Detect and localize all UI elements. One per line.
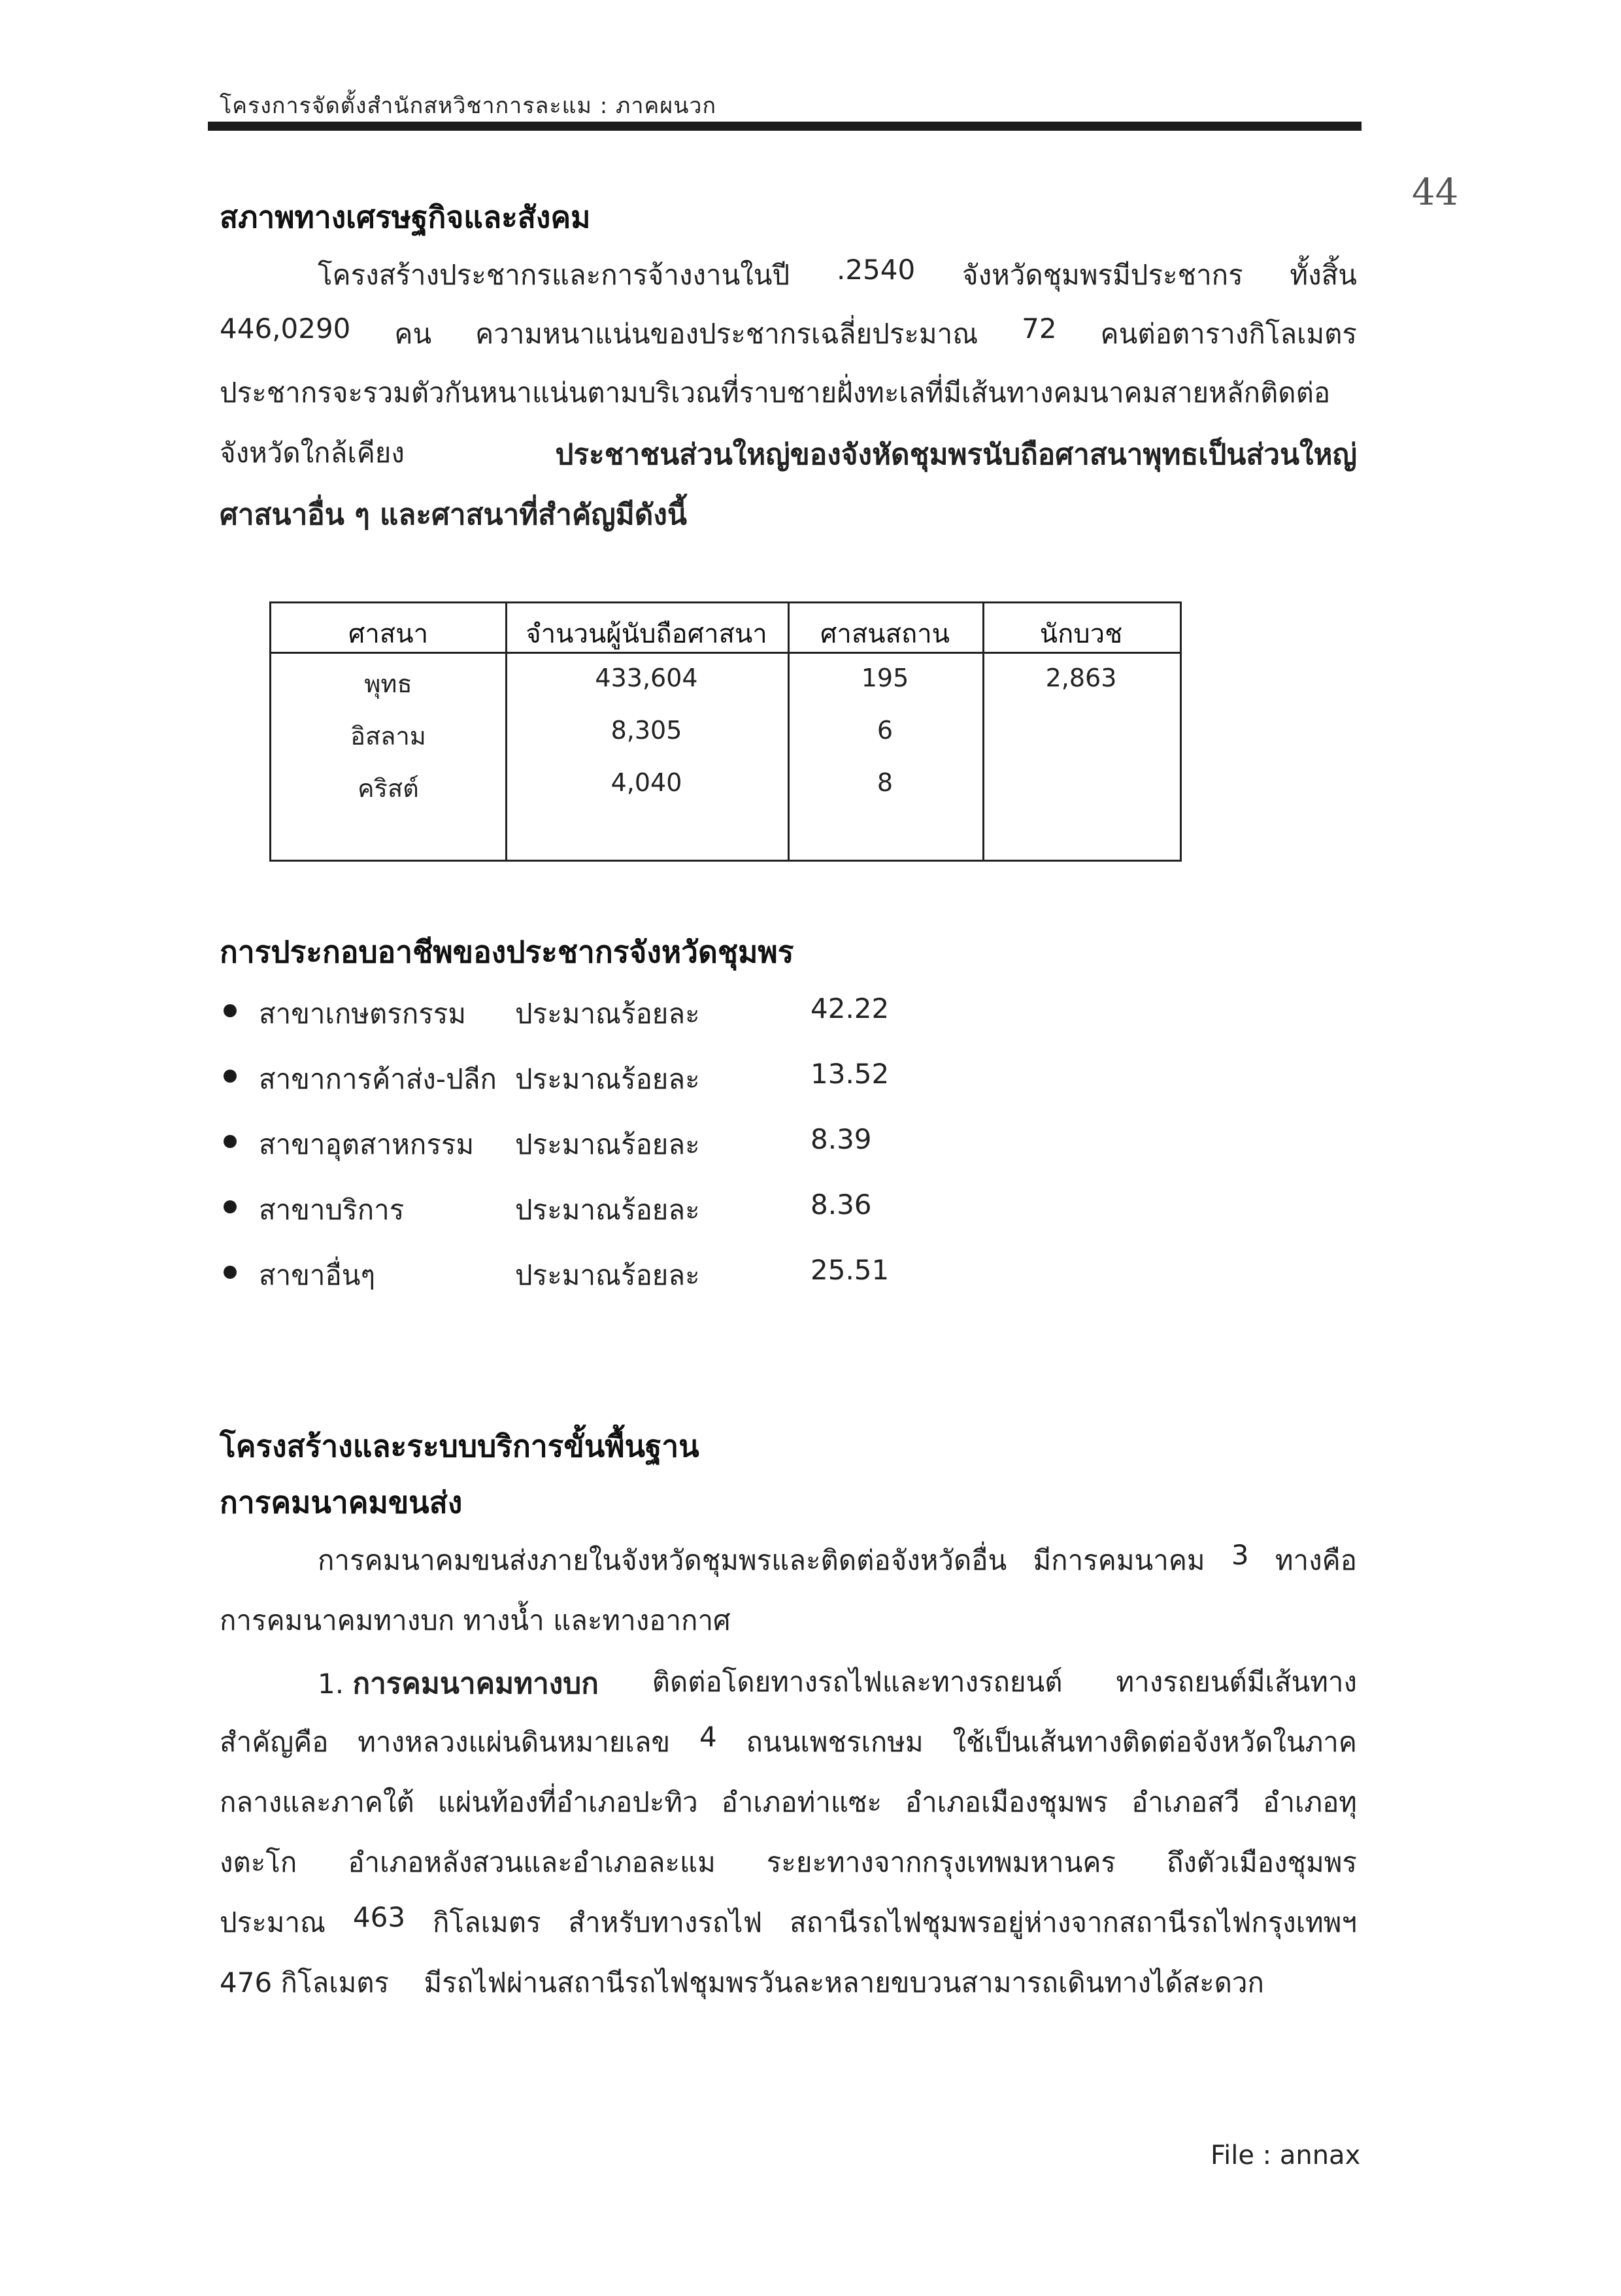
paragraph-line — [220, 1781, 1357, 1824]
bullet-icon — [224, 1070, 237, 1083]
text-span: จังหวัดชุมพรมีประชากร — [962, 259, 1243, 291]
text-span: มีการคมนาคม — [1033, 1544, 1205, 1576]
paragraph-line — [220, 312, 1357, 356]
file-label: File : annax — [1211, 2140, 1361, 2170]
table-cell: อิสลาม — [350, 722, 426, 751]
text-span: 3 — [1231, 1539, 1249, 1571]
occupation-value: 25.51 — [811, 1254, 890, 1286]
text-span: ประมาณ — [220, 1906, 326, 1938]
text-span: ทางคือ — [1275, 1544, 1357, 1576]
occupation-value: 8.36 — [811, 1189, 872, 1221]
paragraph-line — [220, 1721, 1357, 1764]
table-cell: 6 — [877, 716, 894, 745]
text-span: งตะโก — [220, 1846, 297, 1878]
item-number: 1. — [318, 1668, 344, 1700]
table-cell: 8,305 — [610, 716, 682, 745]
occupation-approx: ประมาณร้อยละ — [515, 1194, 700, 1226]
paragraph-line — [318, 1661, 1357, 1706]
paragraph-line: 476 กิโลเมตร มีรถไฟผ่านสถานีรถไฟชุมพรวันละหลายขบวนสามารถเดินทางได้สะดวก — [220, 1967, 1264, 1999]
text-span: 446,0290 — [220, 312, 351, 345]
text-span: ใช้เป็นเส้นทางติดต่อจังหวัดในภาค — [952, 1726, 1357, 1758]
occupation-label: สาขาบริการ — [259, 1194, 405, 1226]
text-span: ทั้งสิ้น — [1290, 259, 1357, 291]
table-header-cell: ศาสนสถาน — [820, 619, 950, 649]
text-span: คน — [394, 318, 432, 350]
text-span: อำเภอทุ — [1263, 1786, 1357, 1818]
bold-statement: ประชาชนส่วนใหญ่ของจังหัดชุมพรนับถือศาสนาพุทธเป็นส่วนใหญ่ — [555, 438, 1357, 471]
text-span: ถึงตัวเมืองชุมพร — [1166, 1846, 1357, 1878]
occupation-approx: ประมาณร้อยละ — [515, 998, 700, 1030]
text-span: โครงสร้างประชากรและการจ้างงานในปี — [318, 259, 790, 291]
bullet-icon — [224, 1004, 237, 1017]
page-number: 44 — [1412, 171, 1459, 214]
paragraph-line — [220, 1901, 1357, 1944]
occupation-approx: ประมาณร้อยละ — [515, 1128, 700, 1160]
bullet-icon — [224, 1135, 237, 1148]
section-heading-occupation: การประกอบอาชีพของประชากรจังหวัดชุมพร — [220, 934, 794, 970]
text-span: กลางและภาคใต้ — [220, 1786, 414, 1818]
text-span: 463 — [352, 1901, 406, 1933]
bullet-icon — [224, 1266, 237, 1279]
table-cell: 433,604 — [595, 664, 698, 692]
item-title: การคมนาคมทางบก — [352, 1667, 599, 1700]
text-span: คนต่อตารางกิโลเมตร — [1100, 318, 1357, 350]
table-cell: 8 — [877, 768, 894, 797]
section-heading-infrastructure: โครงสร้างและระบบบริการขั้นพื้นฐาน — [220, 1428, 699, 1464]
bold-statement: ศาสนาอื่น ๆ และศาสนาที่สำคัญมีดังนี้ — [220, 498, 687, 532]
text-span: 4 — [699, 1721, 717, 1753]
table-cell: 4,040 — [610, 768, 682, 797]
text-span: สำคัญคือ — [220, 1726, 329, 1758]
text-span: ติดต่อโดยทางรถไฟและทางรถยนต์ — [652, 1666, 1063, 1698]
paragraph-line — [220, 1841, 1357, 1884]
text-span: จังหวัดใกล้เคียง — [220, 437, 405, 469]
occupation-value: 13.52 — [811, 1058, 890, 1090]
text-span: .2540 — [836, 254, 916, 286]
text-span: ถนนเพชรเกษม — [746, 1726, 924, 1758]
text-span: อำเภอหลังสวนและอำเภอละแม — [348, 1846, 716, 1878]
text-span — [318, 1661, 599, 1706]
header-rule — [208, 122, 1362, 131]
occupation-label: สาขาเกษตรกรรม — [259, 998, 467, 1030]
paragraph-line — [318, 1539, 1357, 1582]
table-cell: 2,863 — [1045, 664, 1117, 692]
subheading-transport: การคมนาคมขนส่ง — [220, 1485, 463, 1520]
text-span: แผ่นท้องที่อำเภอปะทิว — [437, 1786, 698, 1818]
table-header-cell: จำนวนผู้นับถือศาสนา — [526, 619, 767, 649]
paragraph-line: การคมนาคมทางบก ทางน้ำ และทางอากาศ — [220, 1604, 731, 1636]
occupation-value: 42.22 — [811, 992, 890, 1024]
text-span: การคมนาคมขนส่งภายในจังหวัดชุมพรและติดต่อจังหวัดอื่น — [318, 1544, 1007, 1576]
text-span: สำหรับทางรถไฟ — [568, 1906, 763, 1938]
section-heading-economy: สภาพทางเศรษฐกิจและสังคม — [220, 199, 591, 235]
text-span: ระยะทางจากกรุงเทพมหานคร — [766, 1846, 1116, 1878]
text-span: ทางหลวงแผ่นดินหมายเลข — [358, 1726, 671, 1758]
text-span: สถานีรถไฟชุมพรอยู่ห่างจากสถานีรถไฟกรุงเทพฯ — [790, 1906, 1357, 1938]
table-cell: คริสต์ — [358, 774, 419, 803]
text-span: ทางรถยนต์มีเส้นทาง — [1116, 1666, 1357, 1698]
text-span: ความหนาแน่นของประชากรเฉลี่ยประมาณ — [475, 318, 978, 350]
table-header-cell: ศาสนา — [348, 619, 429, 649]
paragraph-line — [318, 254, 1357, 297]
occupation-approx: ประมาณร้อยละ — [515, 1259, 700, 1291]
occupation-value: 8.39 — [811, 1123, 872, 1155]
table-cell: พุทธ — [364, 669, 412, 698]
table-cell: 195 — [861, 664, 909, 692]
text-span: 72 — [1022, 312, 1057, 345]
occupation-label: สาขาการค้าส่ง-ปลีก — [259, 1063, 497, 1095]
text-span: อำเภอท่าแซะ — [721, 1786, 882, 1818]
occupation-label: สาขาอุตสาหกรรม — [259, 1128, 475, 1160]
text-span: อำเภอเมืองชุมพร — [905, 1786, 1109, 1818]
religion-table — [269, 601, 1182, 862]
paragraph-line — [220, 431, 1357, 477]
occupation-approx: ประมาณร้อยละ — [515, 1063, 700, 1095]
occupation-label: สาขาอื่นๆ — [259, 1259, 376, 1291]
paragraph-line: ประชากรจะรวมตัวกันหนาแน่นตามบริเวณที่ราบชายฝั่งทะเลที่มีเส้นทางคมนาคมสายหลักติดต่อ — [220, 377, 1331, 409]
bullet-icon — [224, 1200, 237, 1213]
text-span: อำเภอสวี — [1131, 1786, 1240, 1818]
running-header: โครงการจัดตั้งสำนักสหวิชาการละแม : ภาคผนวก — [220, 93, 717, 119]
table-header-cell: นักบวช — [1039, 619, 1123, 649]
text-span: กิโลเมตร — [432, 1906, 541, 1938]
